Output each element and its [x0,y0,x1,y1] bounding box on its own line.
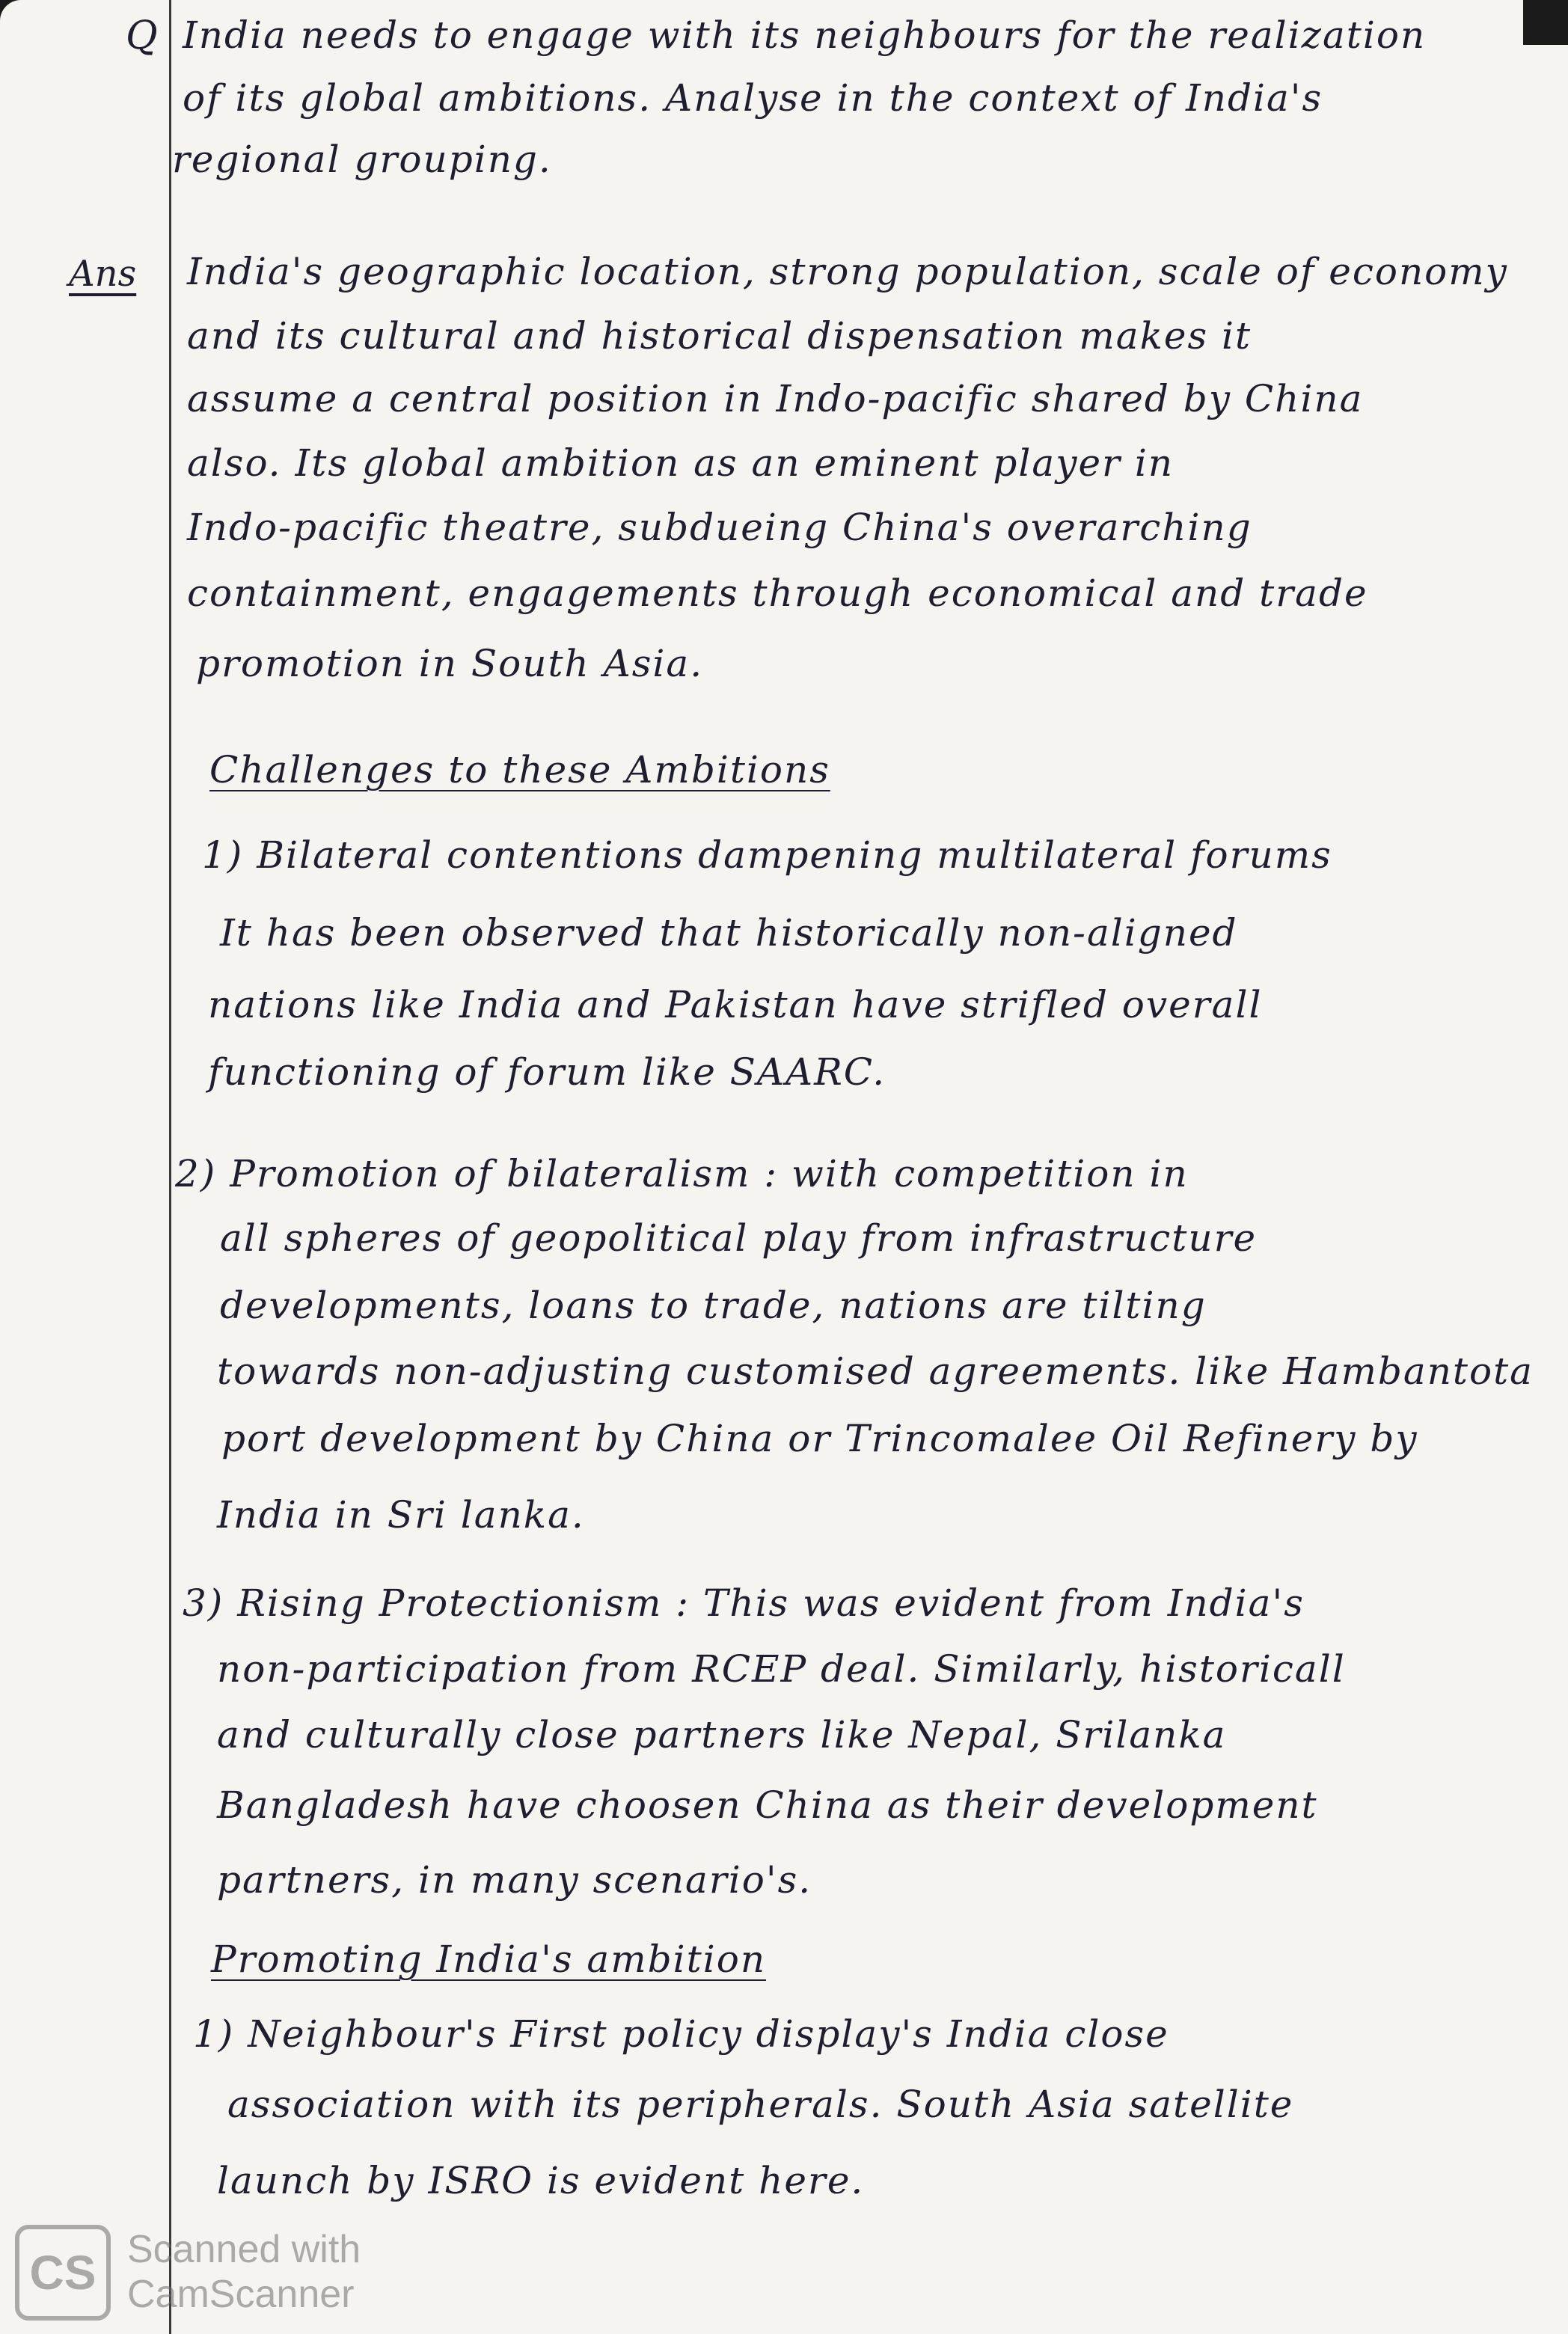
watermark-line-2: CamScanner [127,2273,355,2316]
answer-marker: Ans [69,253,137,295]
challenge-2-line: all spheres of geopolitical play from infrastructure [220,1216,1258,1260]
challenge-2-line: 2) Promotion of bilateralism : with competition in [175,1152,1189,1195]
challenge-3-line: and culturally close partners like Nepal, Srilanka [217,1713,1227,1756]
challenge-1-line: It has been observed that historically non-aligned [220,911,1238,955]
promoting-1-line: launch by ISRO is evident here. [217,2159,865,2202]
watermark-line-1: Scanned with [127,2228,361,2272]
camscanner-watermark [15,2225,361,2321]
challenge-3-line: non-participation from RCEP deal. Similarly, historicall [217,1647,1346,1691]
challenge-1-line: functioning of forum like SAARC. [208,1050,886,1094]
challenge-1-line: 1) Bilateral contentions dampening multilateral forums [202,833,1332,877]
answer-line: containment, engagements through economical and trade [187,572,1368,615]
promoting-1-line: association with its peripherals. South Asia satellite [227,2083,1294,2126]
challenge-3-line: Bangladesh have choosen China as their development [217,1783,1318,1827]
challenge-3-line: partners, in many scenario's. [217,1858,812,1902]
answer-line: promotion in South Asia. [196,642,704,685]
answer-line: assume a central position in Indo-pacific shared by China [187,377,1364,420]
promoting-heading: Promoting India's ambition [211,1938,767,1981]
answer-line: Indo-pacific theatre, subdueing China's overarching [187,506,1252,549]
challenges-heading: Challenges to these Ambitions [209,748,830,791]
challenge-1-line: nations like India and Pakistan have strifled overall [208,983,1263,1026]
question-line: India needs to engage with its neighbours for the realization [183,13,1427,57]
question-line: regional grouping. [172,138,552,181]
challenge-2-line: port development by China or Trincomalee Oil Refinery by [221,1417,1418,1460]
camscanner-logo-icon: CS [15,2225,111,2321]
question-line: of its global ambitions. Analyse in the context of India's [183,76,1323,120]
challenge-3-line: 3) Rising Protectionism : This was evident from India's [183,1581,1305,1625]
challenge-2-line: towards non-adjusting customised agreements. like Hambantota [217,1350,1534,1393]
challenge-2-line: developments, loans to trade, nations are tilting [220,1284,1207,1327]
scan-edge [1523,0,1568,45]
answer-line: also. Its global ambition as an eminent player in [187,441,1175,485]
answer-line: and its cultural and historical dispensation makes it [187,314,1252,358]
question-marker: Q [126,13,158,58]
challenge-2-line: India in Sri lanka. [217,1493,585,1537]
watermark-text [127,2228,361,2318]
answer-line: India's geographic location, strong population, scale of economy [187,250,1508,293]
margin-line [169,0,171,2334]
promoting-1-line: 1) Neighbour's First policy display's India close [193,2012,1169,2056]
